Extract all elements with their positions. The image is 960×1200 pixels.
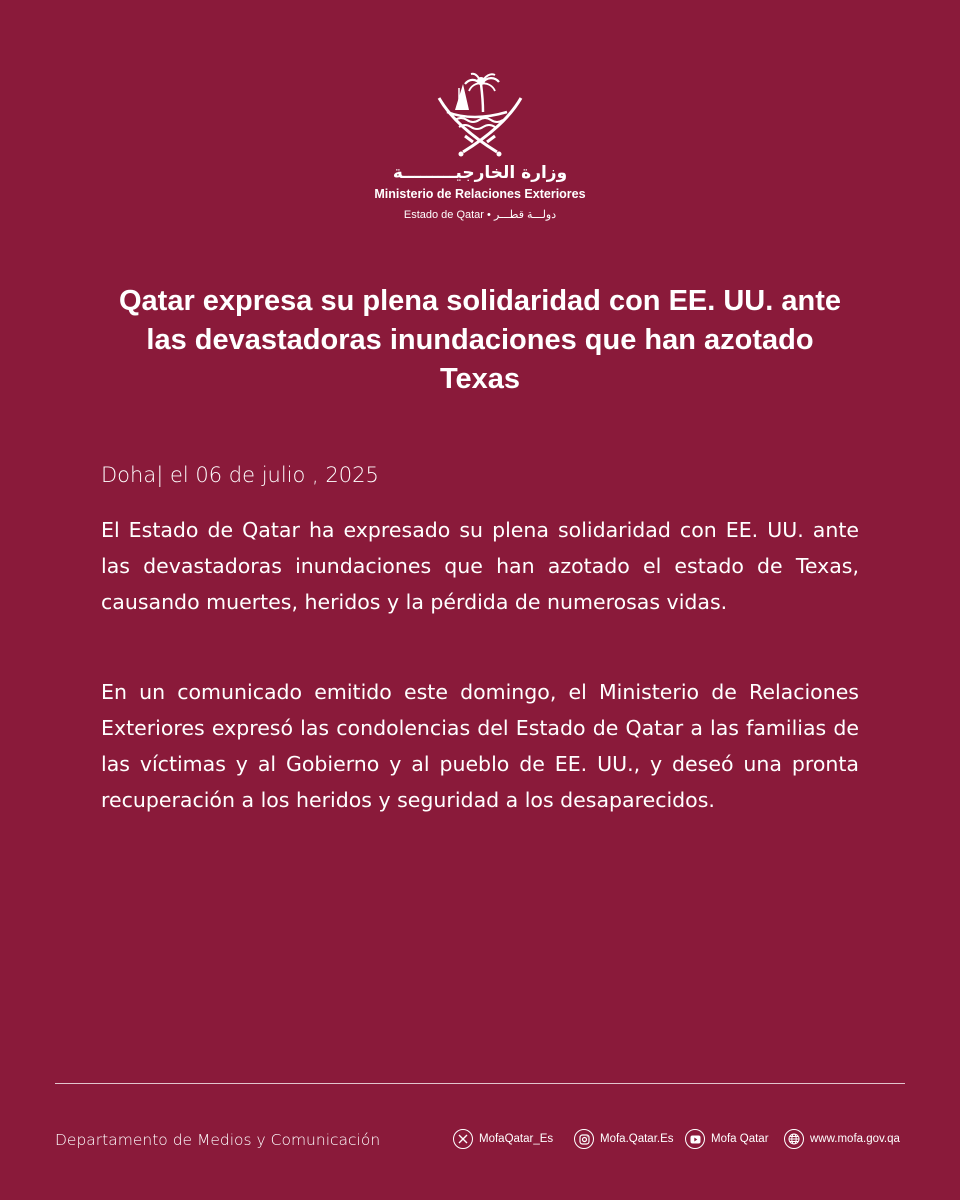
- dateline: Doha| el 06 de julio , 2025: [101, 463, 379, 487]
- ministry-logo: [0, 70, 960, 222]
- youtube-icon: [685, 1129, 705, 1149]
- ministry-name: Ministerio de Relaciones Exteriores: [374, 187, 586, 201]
- body-paragraph: El Estado de Qatar ha expresado su plena solidaridad con EE. UU. ante las devastadoras inundaciones que han azotado el estado de Texas, causando muertes, heridos y la pérdida de numerosas vidas.: [101, 518, 859, 614]
- instagram-icon: [574, 1129, 594, 1149]
- department-name: Departamento de Medios y Comunicación: [55, 1131, 381, 1149]
- ministry-arabic-name: وزارة الخارجيـــــــــة: [392, 163, 568, 183]
- state-name: Estado de Qatar • دولـــة قطـــر: [403, 209, 557, 221]
- social-youtube-link[interactable]: [685, 1127, 769, 1151]
- website-link[interactable]: [784, 1127, 900, 1151]
- social-x-handle: MofaQatar_Es: [479, 1133, 554, 1145]
- footer-divider: [55, 1083, 905, 1084]
- social-youtube-handle: Mofa Qatar: [711, 1133, 769, 1145]
- headline: Qatar expresa su plena solidaridad con EE. UU. ante las devastadoras inundaciones que han azotado Texas: [118, 285, 841, 395]
- website-url: www.mofa.gov.qa: [810, 1133, 900, 1145]
- body-paragraph: En un comunicado emitido este domingo, el Ministerio de Relaciones Exteriores expresó las condolencias del Estado de Qatar a las familias de las víctimas y al Gobierno y al pueblo de EE. UU., y deseó una pronta recuperación a los heridos y seguridad a los desaparecidos.: [101, 680, 859, 812]
- social-instagram-handle: Mofa.Qatar.Es: [600, 1133, 674, 1145]
- qatar-emblem-icon: [425, 70, 535, 162]
- globe-icon: [784, 1129, 804, 1149]
- social-instagram-link[interactable]: [574, 1127, 674, 1151]
- x-icon: [453, 1129, 473, 1149]
- social-x-link[interactable]: [453, 1127, 553, 1151]
